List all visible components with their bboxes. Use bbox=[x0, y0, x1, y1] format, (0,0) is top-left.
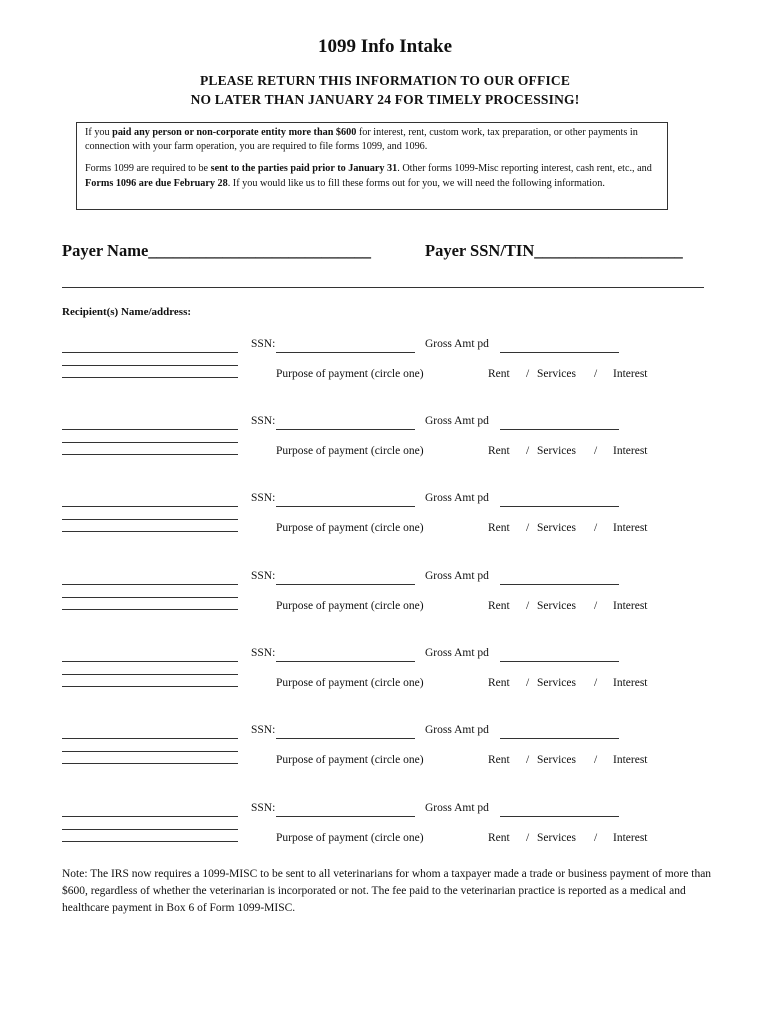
purpose-label: Purpose of payment (circle one) bbox=[276, 445, 424, 457]
recipient-entry bbox=[0, 494, 770, 554]
gross-amount-field[interactable] bbox=[500, 429, 619, 430]
option-rent[interactable]: Rent bbox=[488, 754, 510, 766]
ssn-field[interactable] bbox=[276, 661, 415, 662]
recipients-heading: Recipient(s) Name/address: bbox=[62, 306, 192, 318]
gross-amount-label: Gross Amt pd bbox=[425, 802, 489, 814]
option-separator: / bbox=[526, 522, 530, 534]
recipient-address-line[interactable] bbox=[62, 686, 238, 687]
purpose-label: Purpose of payment (circle one) bbox=[276, 754, 424, 766]
option-separator: / bbox=[526, 445, 530, 457]
ssn-field[interactable] bbox=[276, 584, 415, 585]
ssn-label: SSN: bbox=[251, 724, 276, 736]
gross-amount-label: Gross Amt pd bbox=[425, 570, 489, 582]
option-interest[interactable]: Interest bbox=[613, 368, 648, 380]
option-separator: / bbox=[594, 368, 598, 380]
option-services[interactable]: Services bbox=[537, 600, 576, 612]
instructions-text: Forms 1099 are required to be bbox=[85, 163, 211, 175]
gross-amount-field[interactable] bbox=[500, 352, 619, 353]
subtitle-line-1: PLEASE RETURN THIS INFORMATION TO OUR OFFICE bbox=[199, 73, 571, 88]
option-services[interactable]: Services bbox=[537, 754, 576, 766]
option-services[interactable]: Services bbox=[537, 832, 576, 844]
gross-amount-label: Gross Amt pd bbox=[425, 724, 489, 736]
option-rent[interactable]: Rent bbox=[488, 677, 510, 689]
recipient-address-line[interactable] bbox=[62, 454, 238, 455]
ssn-label: SSN: bbox=[251, 570, 276, 582]
option-services[interactable]: Services bbox=[537, 677, 576, 689]
option-separator: / bbox=[526, 832, 530, 844]
ssn-field[interactable] bbox=[276, 429, 415, 430]
recipient-address-line[interactable] bbox=[62, 841, 238, 842]
option-rent[interactable]: Rent bbox=[488, 368, 510, 380]
recipient-entry bbox=[0, 417, 770, 477]
recipient-address-line[interactable] bbox=[62, 763, 238, 764]
ssn-field[interactable] bbox=[276, 738, 415, 739]
gross-amount-field[interactable] bbox=[500, 506, 619, 507]
option-separator: / bbox=[526, 677, 530, 689]
purpose-label: Purpose of payment (circle one) bbox=[276, 677, 424, 689]
option-separator: / bbox=[526, 754, 530, 766]
option-separator: / bbox=[594, 754, 598, 766]
gross-amount-label: Gross Amt pd bbox=[425, 415, 489, 427]
instructions-emphasis: Forms 1096 are due February 28 bbox=[85, 177, 228, 189]
recipient-entry bbox=[0, 649, 770, 709]
recipient-address-line[interactable] bbox=[62, 609, 238, 610]
ssn-field[interactable] bbox=[276, 816, 415, 817]
ssn-label: SSN: bbox=[251, 647, 276, 659]
option-rent[interactable]: Rent bbox=[488, 832, 510, 844]
gross-amount-field[interactable] bbox=[500, 584, 619, 585]
purpose-label: Purpose of payment (circle one) bbox=[276, 832, 424, 844]
instructions-paragraph-2 bbox=[85, 162, 659, 190]
ssn-label: SSN: bbox=[251, 415, 276, 427]
gross-amount-label: Gross Amt pd bbox=[425, 647, 489, 659]
payer-address-line[interactable] bbox=[62, 287, 704, 288]
instructions-paragraph-1 bbox=[85, 126, 659, 154]
option-interest[interactable]: Interest bbox=[613, 445, 648, 457]
ssn-field[interactable] bbox=[276, 506, 415, 507]
instructions-box bbox=[76, 122, 668, 210]
recipient-address-line[interactable] bbox=[62, 365, 238, 366]
recipient-address-line[interactable] bbox=[62, 442, 238, 443]
recipient-entry bbox=[0, 726, 770, 786]
purpose-label: Purpose of payment (circle one) bbox=[276, 600, 424, 612]
page-title: 1099 Info Intake bbox=[317, 36, 453, 57]
recipient-name-line[interactable] bbox=[62, 352, 238, 353]
recipient-address-line[interactable] bbox=[62, 377, 238, 378]
instructions-text: for interest, rent, custom work, tax preparation, or other payments in connection with your farm operation, you are required to file forms 1099, and 1096. bbox=[85, 127, 638, 153]
recipient-entry bbox=[0, 340, 770, 400]
option-interest[interactable]: Interest bbox=[613, 677, 648, 689]
option-separator: / bbox=[526, 600, 530, 612]
ssn-label: SSN: bbox=[251, 802, 276, 814]
gross-amount-label: Gross Amt pd bbox=[425, 492, 489, 504]
purpose-label: Purpose of payment (circle one) bbox=[276, 368, 424, 380]
recipient-name-line[interactable] bbox=[62, 506, 238, 507]
ssn-field[interactable] bbox=[276, 352, 415, 353]
recipient-entry bbox=[0, 572, 770, 632]
subtitle-line-2: NO LATER THAN JANUARY 24 FOR TIMELY PROCESSING! bbox=[190, 92, 580, 107]
recipient-address-line[interactable] bbox=[62, 751, 238, 752]
option-interest[interactable]: Interest bbox=[613, 522, 648, 534]
recipient-address-line[interactable] bbox=[62, 674, 238, 675]
recipient-entry bbox=[0, 804, 770, 864]
option-rent[interactable]: Rent bbox=[488, 522, 510, 534]
option-separator: / bbox=[526, 368, 530, 380]
option-separator: / bbox=[594, 522, 598, 534]
gross-amount-field[interactable] bbox=[500, 661, 619, 662]
instructions-text: . If you would like us to fill these forms out for you, we will need the following information. bbox=[227, 177, 605, 189]
gross-amount-label: Gross Amt pd bbox=[425, 338, 489, 350]
footer-note: Note: The IRS now requires a 1099-MISC to be sent to all veterinarians for whom a taxpayer made a trade or business payment of more than $600, regardless of whether the veterinarian is incorporated or not. The fee paid to the veterinarian practice is reported as a medical and healthcare payment in Box 6 of Form 1099-MISC. bbox=[62, 868, 712, 914]
instructions-emphasis: paid any person or non-corporate entity more than $600 bbox=[112, 127, 357, 138]
option-rent[interactable]: Rent bbox=[488, 600, 510, 612]
option-separator: / bbox=[594, 832, 598, 844]
ssn-label: SSN: bbox=[251, 492, 276, 504]
instructions-text: If you bbox=[85, 127, 113, 138]
recipient-address-line[interactable] bbox=[62, 519, 238, 520]
recipient-name-line[interactable] bbox=[62, 661, 238, 662]
recipient-name-line[interactable] bbox=[62, 816, 238, 817]
option-interest[interactable]: Interest bbox=[613, 754, 648, 766]
gross-amount-field[interactable] bbox=[500, 738, 619, 739]
ssn-label: SSN: bbox=[251, 338, 276, 350]
option-separator: / bbox=[594, 677, 598, 689]
option-separator: / bbox=[594, 445, 598, 457]
recipient-address-line[interactable] bbox=[62, 597, 238, 598]
option-separator: / bbox=[594, 600, 598, 612]
recipient-name-line[interactable] bbox=[62, 429, 238, 430]
option-rent[interactable]: Rent bbox=[488, 445, 510, 457]
recipient-name-line[interactable] bbox=[62, 738, 238, 739]
instructions-emphasis: sent to the parties paid prior to January 31 bbox=[210, 163, 398, 175]
option-services[interactable]: Services bbox=[537, 522, 576, 534]
option-services[interactable]: Services bbox=[537, 368, 576, 380]
option-services[interactable]: Services bbox=[537, 445, 576, 457]
recipient-name-line[interactable] bbox=[62, 584, 238, 585]
option-interest[interactable]: Interest bbox=[613, 600, 648, 612]
option-interest[interactable]: Interest bbox=[613, 832, 648, 844]
payer-name-field[interactable]: Payer Name___________________________ bbox=[62, 241, 372, 260]
recipient-address-line[interactable] bbox=[62, 531, 238, 532]
payer-tin-field[interactable]: Payer SSN/TIN__________________ bbox=[425, 241, 683, 260]
gross-amount-field[interactable] bbox=[500, 816, 619, 817]
instructions-text: . Other forms 1099-Misc reporting interest, cash rent, etc., and bbox=[397, 163, 652, 175]
purpose-label: Purpose of payment (circle one) bbox=[276, 522, 424, 534]
recipient-address-line[interactable] bbox=[62, 829, 238, 830]
